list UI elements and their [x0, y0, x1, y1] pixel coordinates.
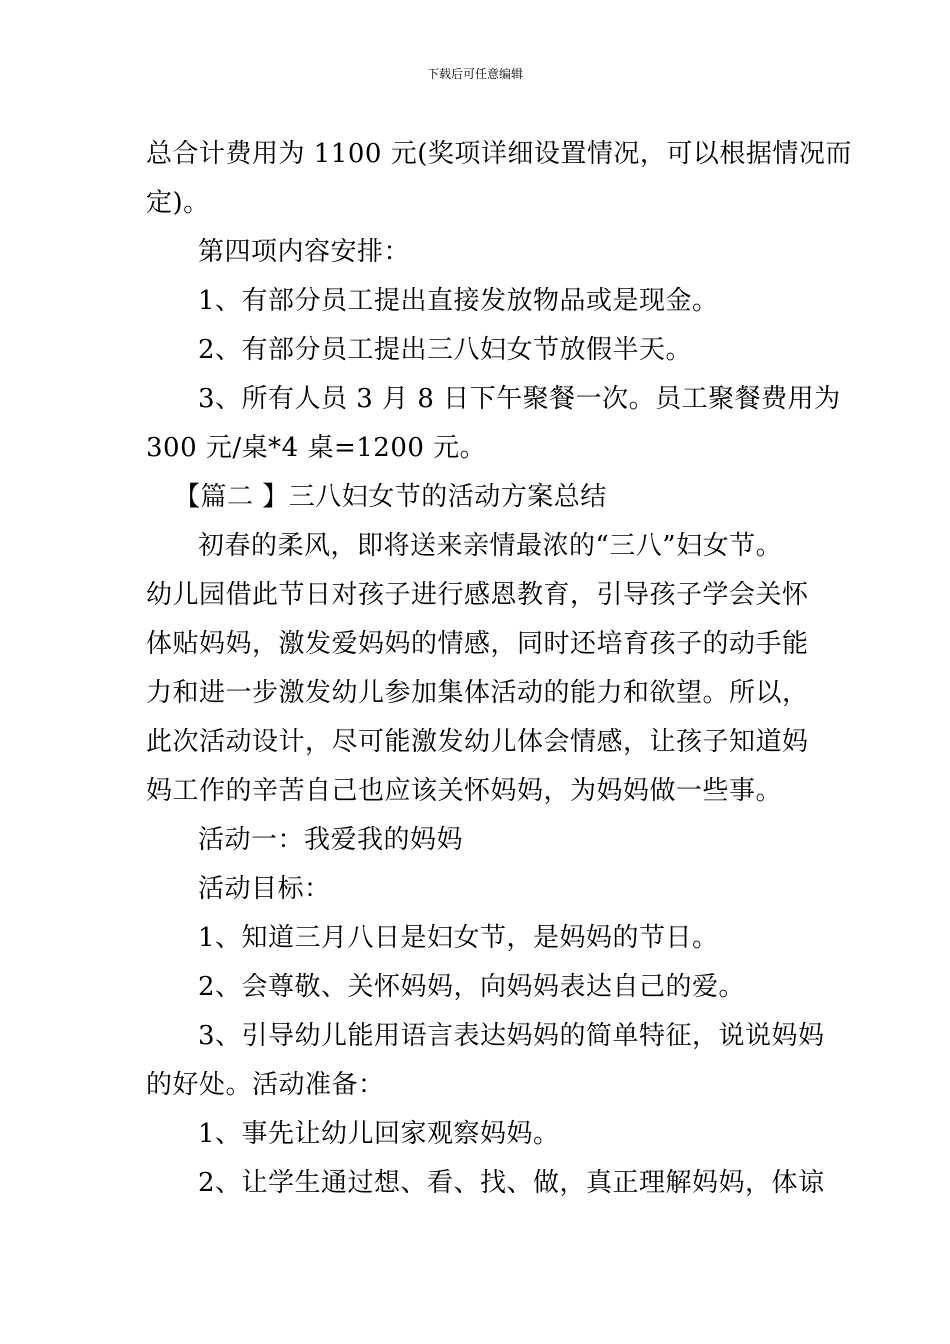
text-line: 活动目标： [198, 874, 331, 904]
document-body [146, 130, 852, 1208]
text-line: 的好处。活动准备： [146, 1070, 385, 1100]
text-line: 妈工作的辛苦自己也应该关怀妈妈，为妈妈做一些事。 [146, 776, 783, 806]
text-line: 2、会尊敬、关怀妈妈，向妈妈表达自己的爱。 [198, 972, 746, 1002]
text-line: 初春的柔风，即将送来亲情最浓的“三八”妇女节。 [198, 531, 783, 561]
text-line: 1、有部分员工提出直接发放物品或是现金。 [198, 286, 719, 316]
text-line: 幼儿园借此节日对孩子进行感恩教育，引导孩子学会关怀 [146, 580, 809, 610]
text-line: 2、有部分员工提出三八妇女节放假半天。 [198, 335, 693, 365]
text-line: 力和进一步激发幼儿参加集体活动的能力和欲望。所以， [146, 678, 809, 708]
text-line: 1、知道三月八日是妇女节，是妈妈的节日。 [198, 923, 719, 953]
text-line: 3、引导幼儿能用语言表达妈妈的简单特征，说说妈妈 [198, 1021, 825, 1051]
text-line: 定)。 [146, 188, 210, 218]
text-line: 3、所有人员 3 月 8 日下午聚餐一次。员工聚餐费用为 [198, 384, 841, 414]
text-line: 300 元/桌*4 桌=1200 元。 [146, 433, 487, 463]
text-line: 活动一：我爱我的妈妈 [198, 825, 464, 855]
section-heading: 【篇二 】三八妇女节的活动方案总结 [174, 482, 607, 512]
text-line: 此次活动设计，尽可能激发幼儿体会情感，让孩子知道妈 [146, 727, 809, 757]
text-line: 2、让学生通过想、看、找、做，真正理解妈妈，体谅 [198, 1168, 825, 1198]
page-header-note: 下载后可任意编辑 [426, 67, 523, 81]
text-line: 总合计费用为 1100 元(奖项详细设置情况，可以根据情况而 [146, 139, 852, 169]
text-line: 1、事先让幼儿回家观察妈妈。 [198, 1119, 560, 1149]
text-line: 第四项内容安排： [198, 237, 411, 267]
text-line: 体贴妈妈，激发爱妈妈的情感，同时还培育孩子的动手能 [146, 629, 809, 659]
